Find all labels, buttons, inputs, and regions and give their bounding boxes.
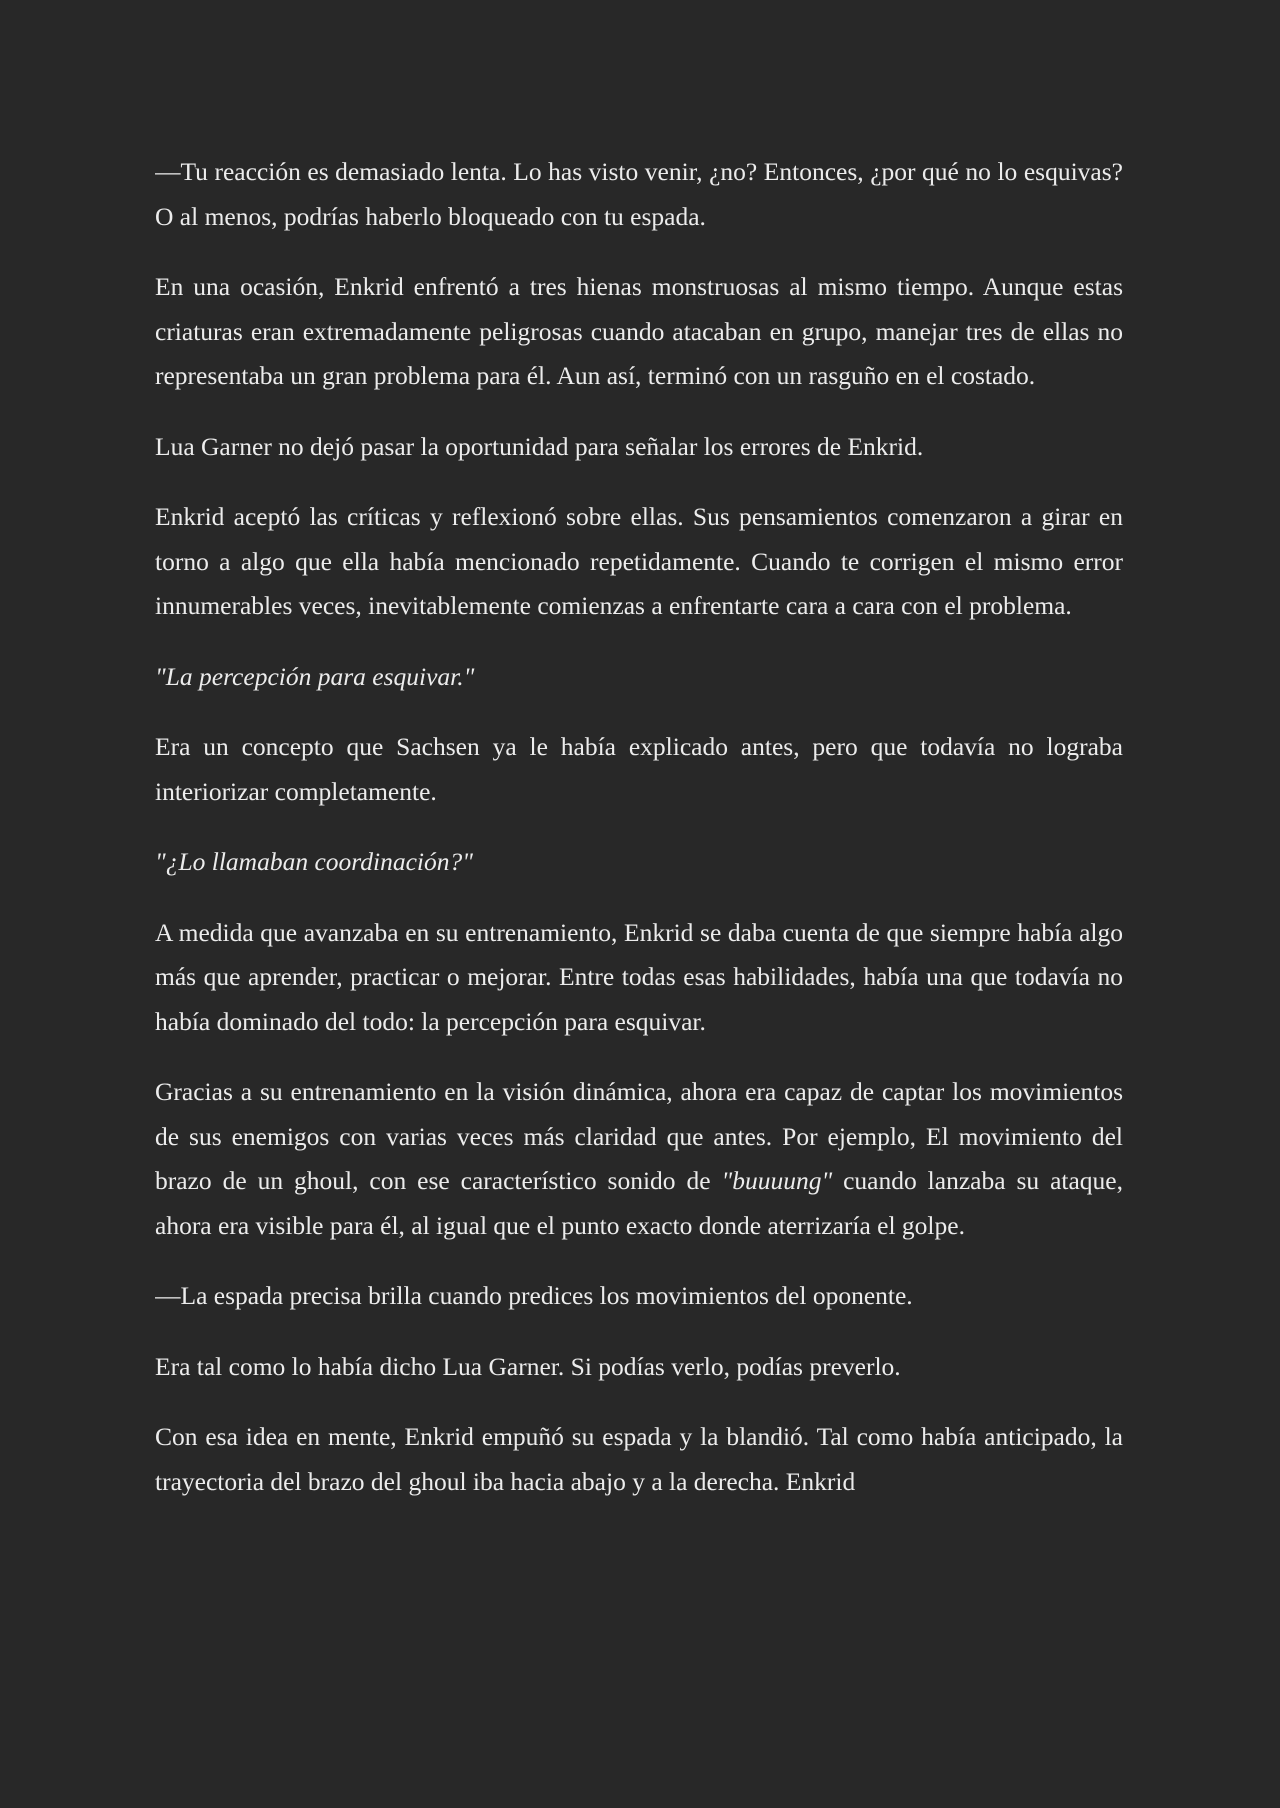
paragraph-9-emphasis: "buuuung" <box>721 1166 833 1195</box>
paragraph-2: En una ocasión, Enkrid enfrentó a tres hienas monstruosas al mismo tiempo. Aunque estas criaturas eran extremadamente peligrosas cuando atacaban en grupo, manejar tres de ellas no representaba un gran problema para él. Aun así, terminó con un rasguño en el costado. <box>155 272 1123 390</box>
paragraph-9-text-after: cuando lanzaba su ataque, ahora era visible para él, al igual que el punto exacto donde aterrizaría el golpe. <box>155 1166 1123 1240</box>
paragraph-6: Era un concepto que Sachsen ya le había explicado antes, pero que todavía no lograba interiorizar completamente. <box>155 732 1123 806</box>
paragraph-1: —Tu reacción es demasiado lenta. Lo has visto venir, ¿no? Entonces, ¿por qué no lo esquivas? O al menos, podrías haberlo bloqueado con tu espada. <box>155 157 1123 231</box>
paragraph-3: Lua Garner no dejó pasar la oportunidad para señalar los errores de Enkrid. <box>155 431 924 461</box>
paragraph-7-thought: "¿Lo llamaban coordinación?" <box>155 847 473 876</box>
paragraph-4: Enkrid aceptó las críticas y reflexionó sobre ellas. Sus pensamientos comenzaron a girar en torno a algo que ella había mencionado repetidamente. Cuando te corrigen el mismo error innumerables veces, inevitablemente comienzas a enfrentarte cara a cara con el problema. <box>155 502 1123 620</box>
paragraph-9 <box>155 1070 1123 1248</box>
reader-page <box>155 150 1123 1650</box>
paragraph-8: A medida que avanzaba en su entrenamiento, Enkrid se daba cuenta de que siempre había algo más que aprender, practicar o mejorar. Entre todas esas habilidades, había una que todavía no había dominado del todo: la percepción para esquivar. <box>155 917 1123 1036</box>
paragraph-5-thought: "La percepción para esquivar." <box>155 661 475 691</box>
paragraph-9-text-before: Gracias a su entrenamiento en la visión dinámica, ahora era capaz de captar los movimientos de sus enemigos con varias veces más claridad que antes. Por ejemplo, El movimiento del brazo de un ghoul, con ese característico sonido de <box>155 1077 1123 1195</box>
paragraph-10: —La espada precisa brilla cuando predices los movimientos del oponente. <box>155 1281 913 1310</box>
paragraph-11: Era tal como lo había dicho Lua Garner. Si podías verlo, podías preverlo. <box>155 1351 901 1381</box>
paragraph-12: Con esa idea en mente, Enkrid empuñó su espada y la blandió. Tal como había anticipado, la trayectoria del brazo del ghoul iba hacia abajo y a la derecha. Enkrid <box>155 1422 1123 1496</box>
